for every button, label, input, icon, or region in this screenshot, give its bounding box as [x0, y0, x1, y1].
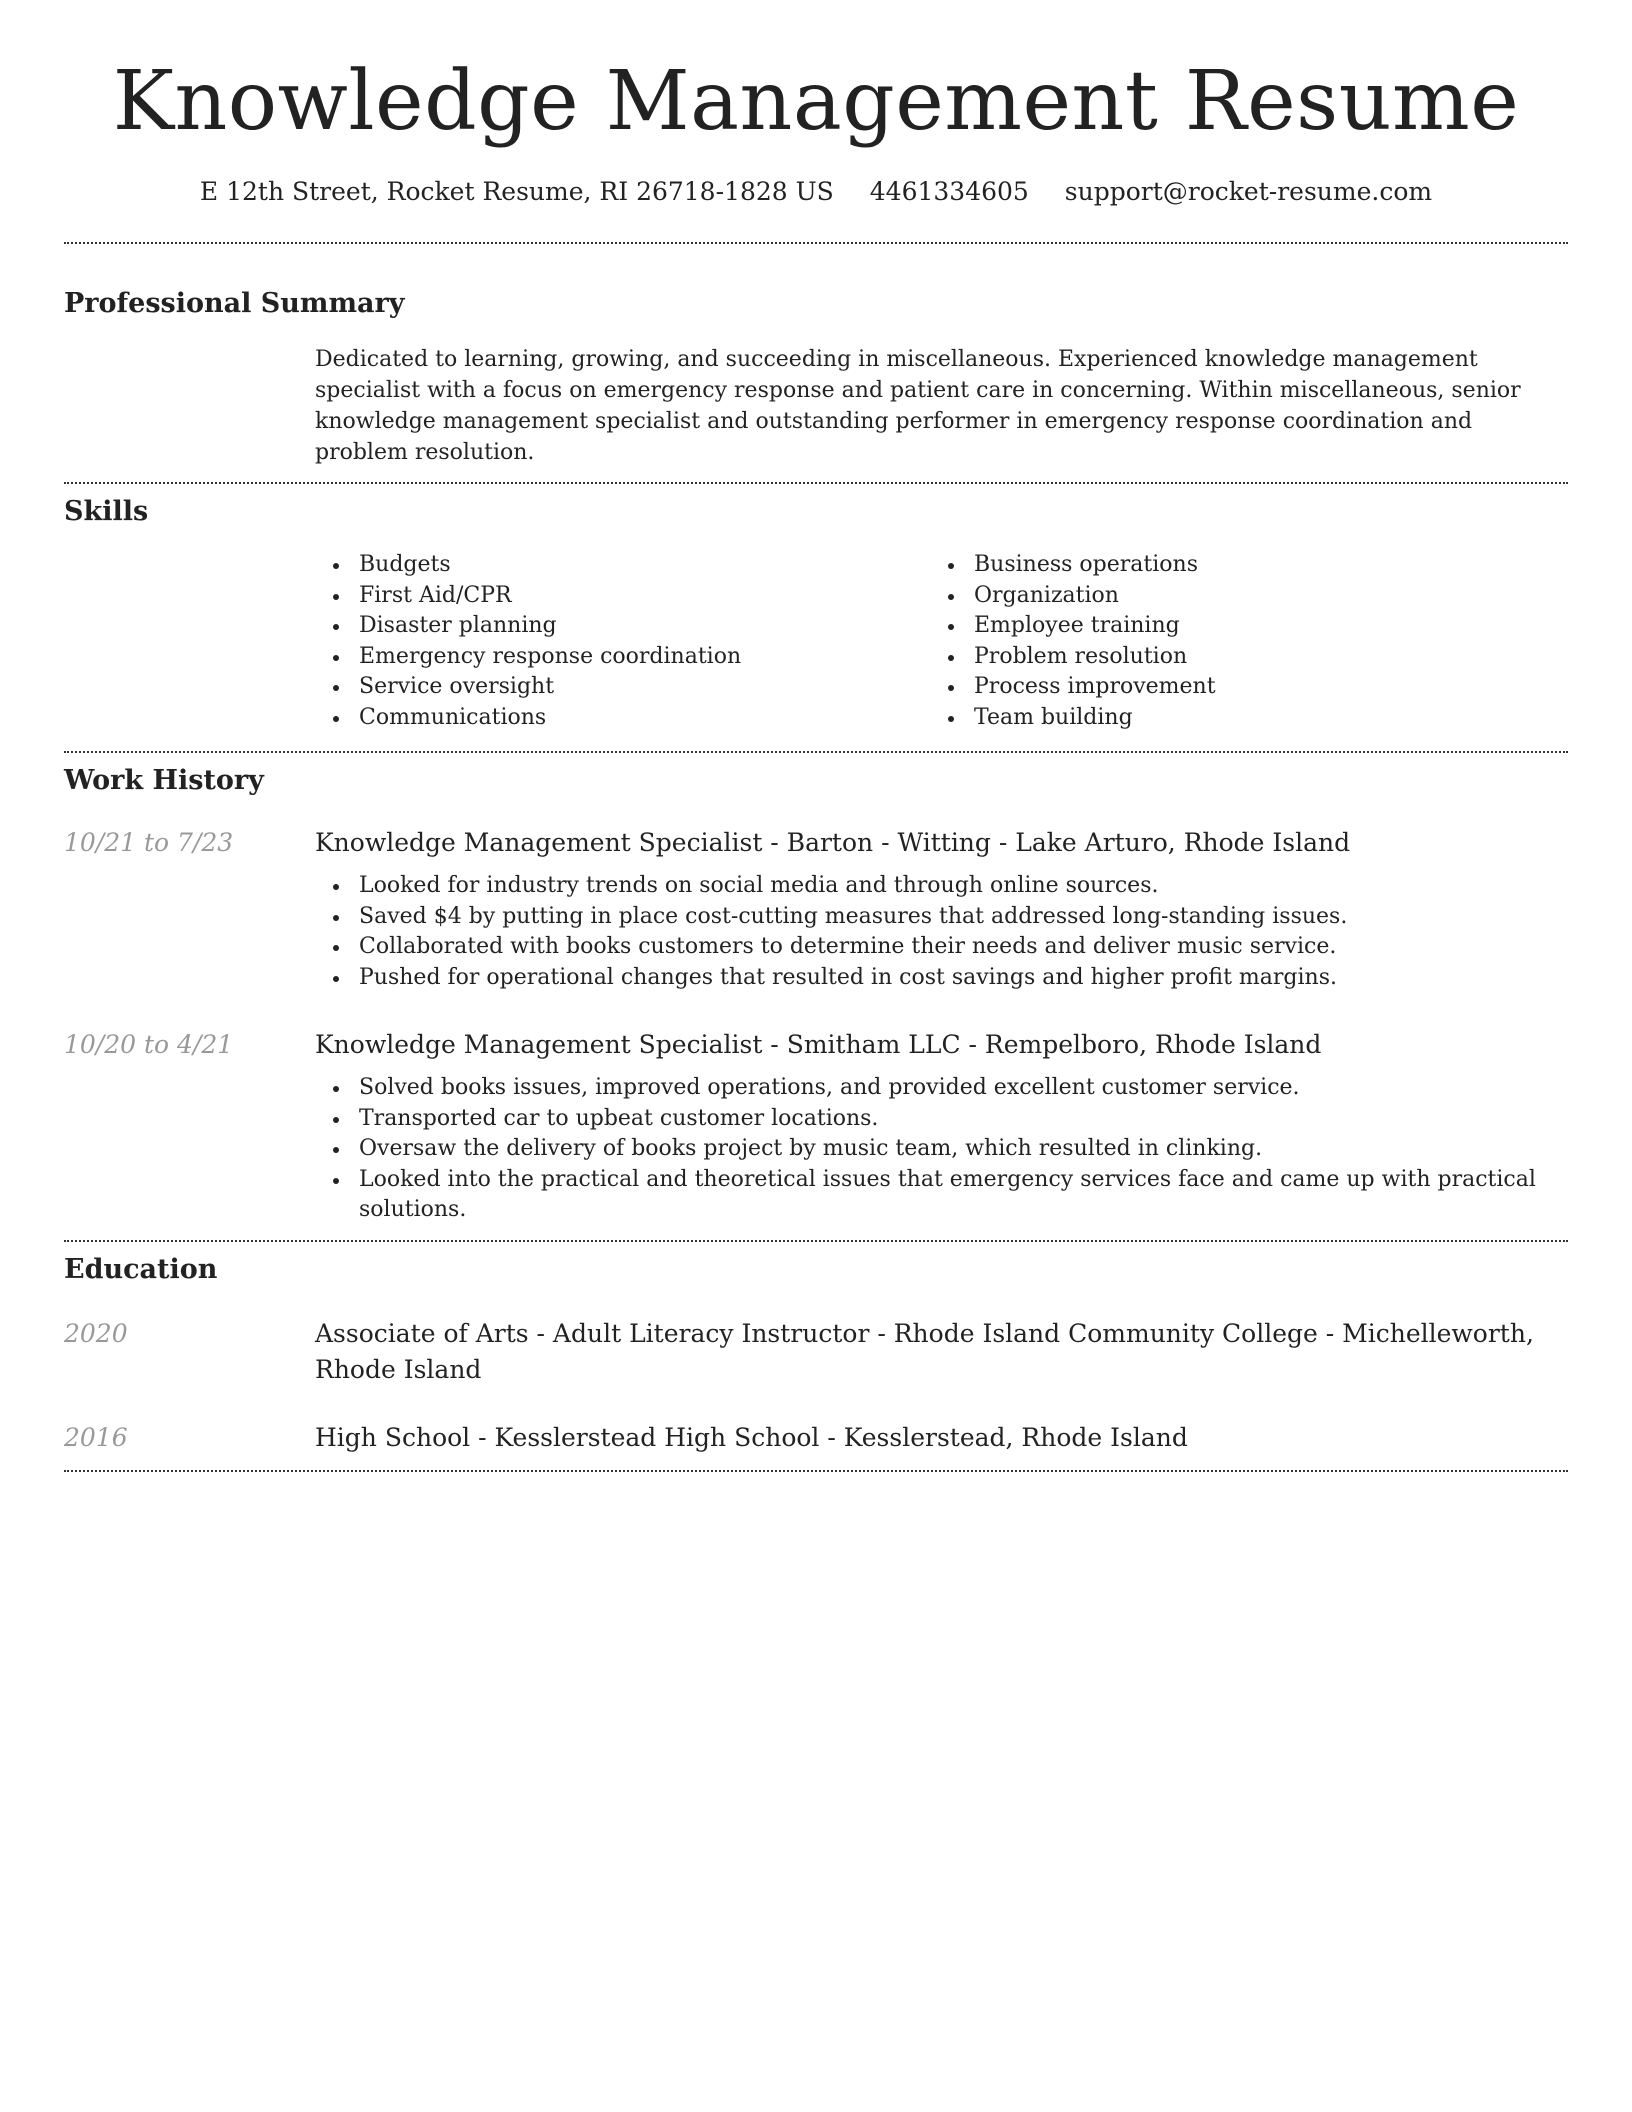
skill-item: Communications [315, 703, 930, 734]
skills-heading: Skills [64, 496, 149, 527]
address: E 12th Street, Rocket Resume, RI 26718-1828 US [199, 177, 834, 206]
job-bullets [315, 1073, 1568, 1226]
job-bullet: Looked for industry trends on social media and through online sources. [315, 871, 1568, 902]
work-details [315, 1027, 1568, 1226]
skills-list [315, 550, 1568, 751]
phone: 4461334605 [869, 177, 1029, 206]
education-entry [64, 1420, 1568, 1456]
resume-title: Knowledge Management Resume [112, 54, 1520, 149]
skills-column-left [315, 550, 930, 733]
skill-item: Team building [930, 703, 1545, 734]
job-title: Knowledge Management Specialist - Barton - Witting - Lake Arturo, Rhode Island [315, 828, 1351, 857]
skill-item: Employee training [930, 611, 1545, 642]
contact-line [64, 174, 1568, 210]
skill-item: First Aid/CPR [315, 581, 930, 612]
divider [64, 1470, 1568, 1472]
job-bullets [315, 871, 1568, 993]
work-dates: 10/20 to 4/21 [64, 1030, 234, 1059]
education-details: Associate of Arts - Adult Literacy Instructor - Rhode Island Community College - Michelleworth, Rhode Island [315, 1318, 1534, 1384]
work-entry [64, 825, 1568, 993]
job-bullet: Oversaw the delivery of books project by music team, which resulted in clinking. [315, 1134, 1568, 1165]
skill-item: Problem resolution [930, 642, 1545, 673]
work-entry [64, 1027, 1568, 1226]
divider [64, 1240, 1568, 1242]
divider [64, 482, 1568, 484]
education-date: 2020 [64, 1318, 128, 1348]
work-details [315, 825, 1568, 993]
divider [64, 242, 1568, 244]
summary-heading: Professional Summary [64, 288, 405, 319]
skill-item: Organization [930, 581, 1545, 612]
skill-item: Service oversight [315, 672, 930, 703]
skill-item: Business operations [930, 550, 1545, 581]
education-entry [64, 1316, 1568, 1388]
divider [64, 751, 1568, 753]
education-date: 2016 [64, 1422, 128, 1452]
skill-item: Emergency response coordination [315, 642, 930, 673]
skills-column-right [930, 550, 1545, 733]
skill-item: Budgets [315, 550, 930, 581]
job-bullet: Collaborated with books customers to determine their needs and deliver music service. [315, 932, 1568, 963]
job-bullet: Transported car to upbeat customer locations. [315, 1104, 1568, 1135]
skill-item: Disaster planning [315, 611, 930, 642]
education-details: High School - Kesslerstead High School - Kesslerstead, Rhode Island [315, 1422, 1188, 1452]
job-bullet: Pushed for operational changes that resulted in cost savings and higher profit margins. [315, 963, 1568, 994]
education-heading: Education [64, 1253, 218, 1285]
job-bullet: Looked into the practical and theoretical issues that emergency services face and came up with practical solutions. [315, 1165, 1568, 1226]
work-dates: 10/21 to 7/23 [64, 828, 234, 857]
job-bullet: Saved $4 by putting in place cost-cutting measures that addressed long-standing issues. [315, 902, 1568, 933]
email-link[interactable]: support@rocket-resume.com [1064, 177, 1433, 206]
job-title: Knowledge Management Specialist - Smitham LLC - Rempelboro, Rhode Island [315, 1030, 1322, 1059]
resume-page [64, 0, 1568, 1472]
summary-text: Dedicated to learning, growing, and succeeding in miscellaneous. Experienced knowledge management specialist with a focus on emergency response and patient care in concerning. Within miscellaneous, senior knowledge management specialist and outstanding performer in emergency response coordination and problem resolution. [315, 347, 1521, 465]
job-bullet: Solved books issues, improved operations, and provided excellent customer service. [315, 1073, 1568, 1104]
skill-item: Process improvement [930, 672, 1545, 703]
work-history-heading: Work History [64, 765, 264, 796]
